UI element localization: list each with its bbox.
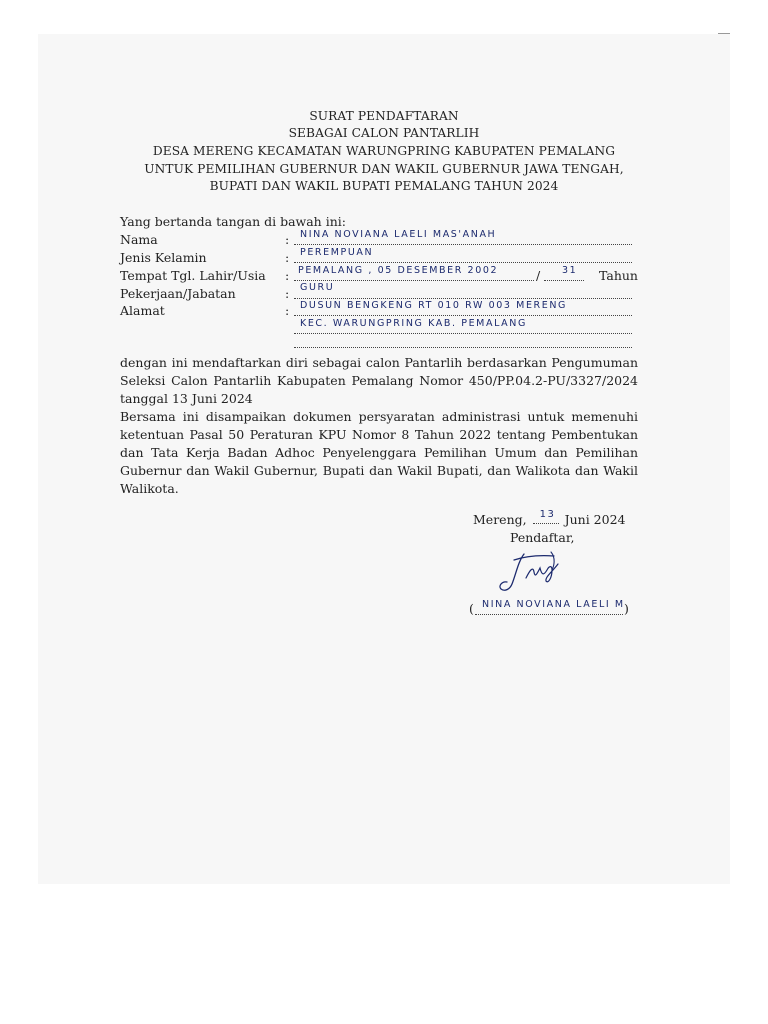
intro-text: Yang bertanda tangan di bawah ini:	[120, 214, 346, 229]
signer-name-close-paren: )	[624, 601, 629, 616]
fill-line	[294, 244, 632, 245]
field-value-jenis-kelamin[interactable]: PEREMPUAN	[300, 247, 374, 258]
field-colon: :	[285, 232, 290, 247]
paragraph-documents: Bersama ini disampaikan dokumen persyaratan administrasi untuk memenuhi ketentuan Pasal 50 Peraturan KPU Nomor 8 Tahun 2022 tentang Pembentukan dan Tata Kerja Badan Adhoc Penyelenggara Pemilihan Umum dan Pemilihan Gubernur dan Wakil Gubernur, Bupati dan Wakil Bupati, dan Walikota dan Wakil Walikota.	[120, 409, 638, 496]
title-line-3: DESA MERENG KECAMATAN WARUNGPRING KABUPATEN PEMALANG	[152, 144, 616, 158]
field-row-alamat-3	[120, 339, 640, 355]
date-line	[473, 509, 626, 527]
fill-line	[544, 280, 584, 281]
signature-image	[496, 548, 566, 594]
signer-name-open-paren: (	[469, 601, 474, 616]
field-colon: :	[285, 286, 290, 301]
field-row-nama	[120, 229, 640, 248]
field-row-alamat	[120, 300, 640, 319]
field-label-jenis-kelamin: Jenis Kelamin	[120, 250, 207, 265]
field-row-jenis-kelamin	[120, 247, 640, 266]
field-label-nama: Nama	[120, 232, 158, 247]
field-value-ttl[interactable]: PEMALANG , 05 DESEMBER 2002	[298, 265, 499, 276]
date-month-year: Juni 2024	[564, 512, 626, 527]
date-place: Mereng,	[473, 512, 527, 527]
field-row-ttl	[120, 265, 640, 284]
field-colon: :	[285, 250, 290, 265]
title-line-2: SEBAGAI CALON PANTARLIH	[288, 126, 480, 140]
title-line-1: SURAT PENDAFTARAN	[309, 109, 459, 123]
scan-edge-mark	[718, 33, 730, 34]
field-value-nama[interactable]: NINA NOVIANA LAELI MAS'ANAH	[300, 229, 497, 240]
field-value-alamat-line2[interactable]: KEC. WARUNGPRING KAB. PEMALANG	[300, 318, 527, 329]
title-line-4: UNTUK PEMILIHAN GUBERNUR DAN WAKIL GUBERNUR JAWA TENGAH,	[144, 162, 624, 176]
title-line-5: BUPATI DAN WAKIL BUPATI PEMALANG TAHUN 2024	[209, 179, 559, 193]
date-day-fill	[533, 509, 559, 524]
field-row-alamat-2	[120, 318, 640, 337]
fill-line	[294, 315, 632, 316]
fill-line	[294, 333, 632, 334]
field-label-alamat: Alamat	[120, 303, 165, 318]
age-unit-label: Tahun	[599, 268, 638, 283]
field-value-age[interactable]: 31	[562, 265, 578, 276]
fill-line	[294, 280, 534, 281]
field-label-ttl: Tempat Tgl. Lahir/Usia	[120, 268, 266, 283]
field-value-alamat-line1[interactable]: DUSUN BENGKENG RT 010 RW 003 MERENG	[300, 300, 568, 311]
paragraph-registration: dengan ini mendaftarkan diri sebagai calon Pantarlih berdasarkan Pengumuman Seleksi Calon Pantarlih Kabupaten Pemalang Nomor 450/PP.04.2-PU/3327/2024 tanggal 13 Juni 2024	[120, 355, 638, 406]
signer-name-fill-line	[475, 614, 623, 615]
field-colon: :	[285, 303, 290, 318]
field-colon: :	[285, 268, 290, 283]
field-label-pekerjaan: Pekerjaan/Jabatan	[120, 286, 236, 301]
field-value-pekerjaan[interactable]: GURU	[300, 282, 335, 293]
fill-line	[294, 298, 632, 299]
slash-separator: /	[536, 268, 541, 283]
fill-line	[294, 347, 632, 348]
signer-name[interactable]: NINA NOVIANA LAELI M	[482, 599, 625, 610]
fill-line	[294, 262, 632, 263]
date-day[interactable]: 13	[539, 509, 556, 520]
signer-label: Pendaftar,	[510, 530, 575, 545]
